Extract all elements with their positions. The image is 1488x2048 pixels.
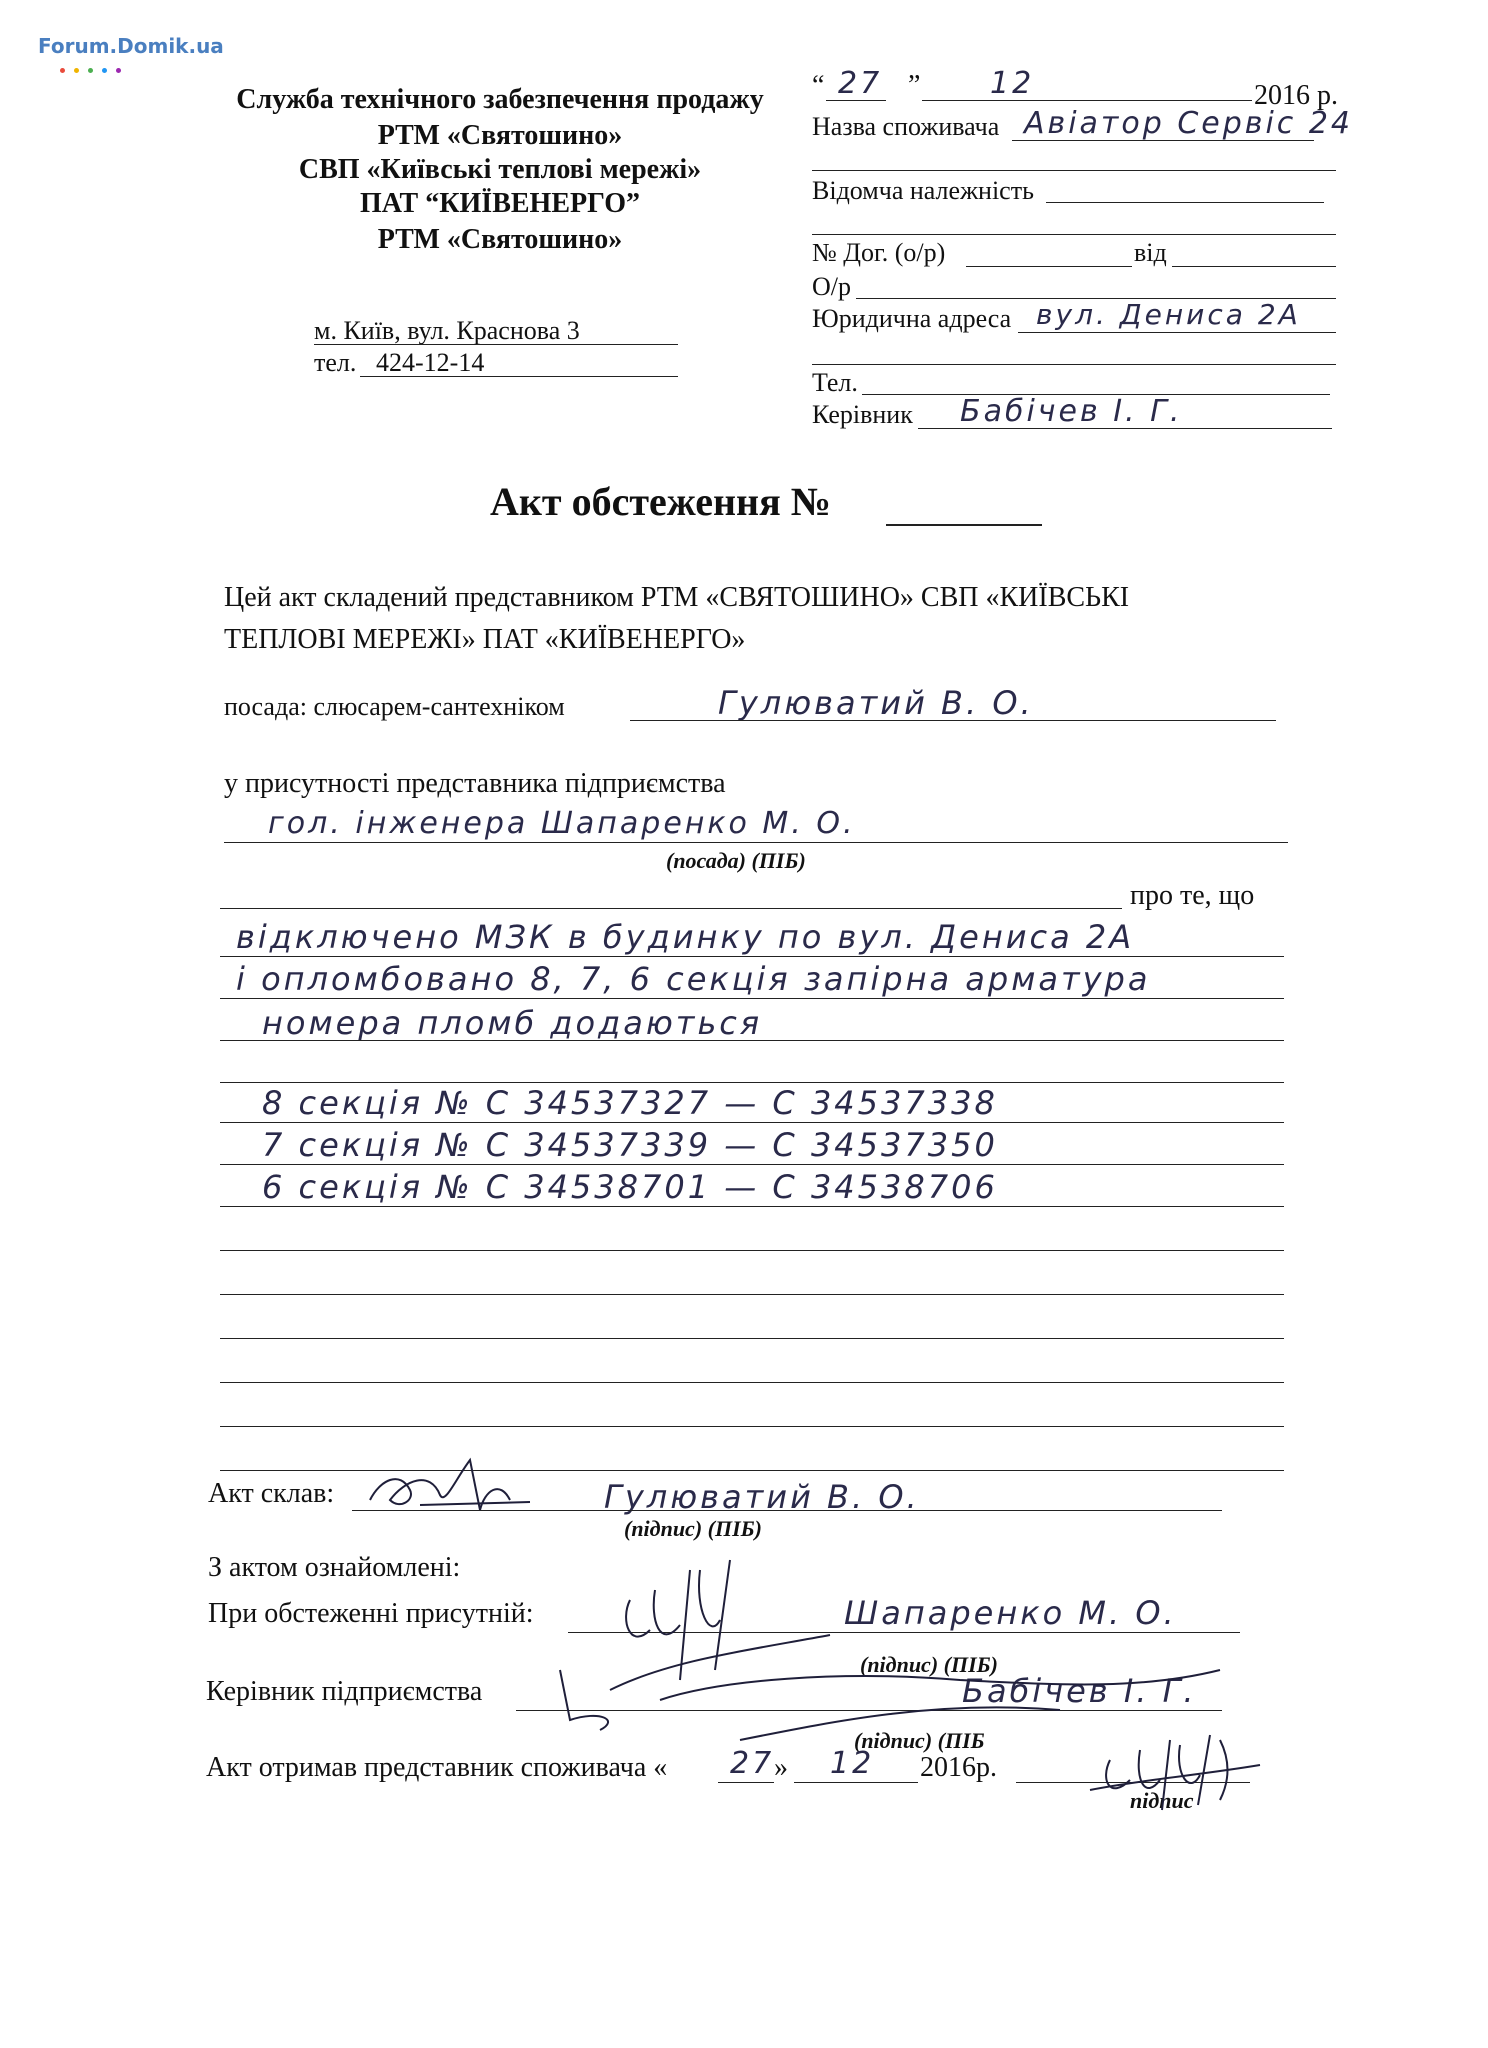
receiver-signature	[1080, 1720, 1270, 1820]
body-line-7: 6 секція № С 34538701 — С 34538706	[262, 1168, 998, 1206]
watermark-dot	[60, 68, 65, 73]
body-rule-11	[220, 1382, 1284, 1383]
header-address: м. Київ, вул. Краснова 3	[314, 316, 580, 345]
body-line-3: номера пломб додаються	[262, 1004, 763, 1042]
watermark-dots	[60, 60, 130, 78]
received-day: 27	[730, 1746, 775, 1781]
position-label: посада: слюсарем-сантехніком	[224, 692, 565, 721]
consumer-name-extra-line	[812, 170, 1336, 171]
dept-underline	[1046, 202, 1324, 203]
watermark-dot	[74, 68, 79, 73]
presence-underline	[224, 842, 1288, 843]
dept-label: Відомча належність	[812, 176, 1034, 205]
header-phone-label: тел.	[314, 348, 357, 377]
consumer-name-label: Назва споживача	[812, 112, 1000, 141]
body-rule-4	[220, 1082, 1284, 1083]
intro-line-2: ТЕПЛОВІ МЕРЕЖІ» ПАТ «КИЇВЕНЕРГО»	[224, 624, 746, 655]
body-rule-6	[220, 1164, 1284, 1165]
consumer-name-underline	[1012, 140, 1314, 141]
org-line-4: ПАТ “КИЇВЕНЕРГО”	[360, 188, 640, 219]
presence-value: гол. інженера Шапаренко М. О.	[268, 806, 856, 841]
phone-underline	[360, 376, 678, 377]
received-day-underline	[718, 1782, 774, 1783]
composed-caption: (підпис) (ПІБ)	[624, 1516, 762, 1541]
date-month-underline	[922, 100, 1252, 101]
body-rule-12	[220, 1426, 1284, 1427]
received-month-underline	[794, 1782, 918, 1783]
header-phone: 424-12-14	[376, 348, 485, 377]
contract-from-underline	[1172, 266, 1336, 267]
presence-label: у присутності представника підприємства	[224, 768, 726, 799]
legal-address-extra-line	[812, 364, 1336, 365]
intro-line-1: Цей акт складений представником РТМ «СВЯТОШИНО» СВП «КИЇВСЬКІ	[224, 582, 1130, 613]
org-line-2: РТМ «Святошино»	[377, 120, 623, 151]
body-rule-1	[220, 956, 1284, 957]
present-caption: (підпис) (ПІБ)	[860, 1652, 998, 1677]
legal-address-value: вул. Дениса 2А	[1036, 298, 1301, 331]
body-rule-7	[220, 1206, 1284, 1207]
document-number-underline	[886, 524, 1042, 526]
enterprise-head-label: Керівник підприємства	[206, 1676, 483, 1707]
received-year: 2016р.	[920, 1752, 997, 1783]
contract-underline	[966, 266, 1132, 267]
position-value: Гулюватий В. О.	[718, 684, 1034, 722]
enterprise-head-caption: (підпис) (ПІБ	[854, 1728, 985, 1753]
received-label: Акт отримав представник споживача «	[206, 1752, 668, 1783]
head-label: Керівник	[812, 400, 913, 429]
enterprise-head-value: Бабічев І. Г.	[962, 1672, 1197, 1710]
received-month: 12	[830, 1746, 875, 1781]
about-label: про те, що	[1130, 880, 1255, 911]
watermark-logo: Forum.Domik.ua	[38, 34, 224, 58]
body-rule-5	[220, 1122, 1284, 1123]
body-rule-9	[220, 1294, 1284, 1295]
address-underline	[314, 344, 678, 345]
body-rule-2	[220, 998, 1284, 999]
date-month: 12	[990, 66, 1035, 101]
legal-address-label: Юридична адреса	[812, 304, 1012, 333]
date-day: 27	[838, 66, 883, 101]
date-close-quote: ”	[908, 70, 921, 101]
body-rule-3	[220, 1040, 1284, 1041]
body-line-1: відключено МЗК в будинку по вул. Дениса 2А	[236, 918, 1135, 956]
contract-from-label: від	[1134, 238, 1167, 267]
date-open-quote: “	[812, 70, 825, 101]
contract-label: № Дог. (о/р)	[812, 238, 946, 267]
head-underline	[918, 428, 1332, 429]
watermark-dot	[88, 68, 93, 73]
org-line-3: СВП «Київські теплові мережі»	[298, 154, 702, 185]
consumer-name-value: Авіатор Сервіс 24	[1024, 106, 1353, 141]
presence-caption: (посада) (ПІБ)	[666, 848, 806, 873]
received-close-quote: »	[774, 1752, 788, 1783]
acquainted-label: З актом ознайомлені:	[208, 1552, 461, 1583]
about-underline	[220, 908, 1122, 909]
body-rule-8	[220, 1250, 1284, 1251]
composer-signature	[360, 1440, 540, 1530]
composed-label: Акт склав:	[208, 1478, 335, 1509]
received-caption: підпис	[1130, 1788, 1194, 1813]
position-underline	[630, 720, 1276, 721]
body-line-2: і опломбовано 8, 7, 6 секція запірна арматура	[236, 960, 1151, 998]
body-line-6: 7 секція № С 34537339 — С 34537350	[262, 1126, 998, 1164]
present-value: Шапаренко М. О.	[844, 1594, 1177, 1632]
watermark-dot	[116, 68, 121, 73]
present-label: При обстеженні присутній:	[208, 1598, 534, 1629]
legal-address-underline	[1018, 332, 1336, 333]
body-rule-10	[220, 1338, 1284, 1339]
date-day-underline	[826, 100, 886, 101]
consumer-phone-label: Тел.	[812, 368, 858, 397]
or-label: О/р	[812, 272, 851, 301]
date-year: 2016 р.	[1254, 80, 1338, 111]
head-value: Бабічев І. Г.	[960, 394, 1183, 429]
composed-value: Гулюватий В. О.	[604, 1478, 920, 1516]
document-title: Акт обстеження №	[490, 479, 831, 524]
body-line-5: 8 секція № С 34537327 — С 34537338	[262, 1084, 998, 1122]
watermark-dot	[102, 68, 107, 73]
org-line-1: Служба технічного забезпечення продажу	[236, 84, 764, 115]
dept-extra-line	[812, 234, 1336, 235]
org-line-5: РТМ «Святошино»	[377, 224, 623, 255]
